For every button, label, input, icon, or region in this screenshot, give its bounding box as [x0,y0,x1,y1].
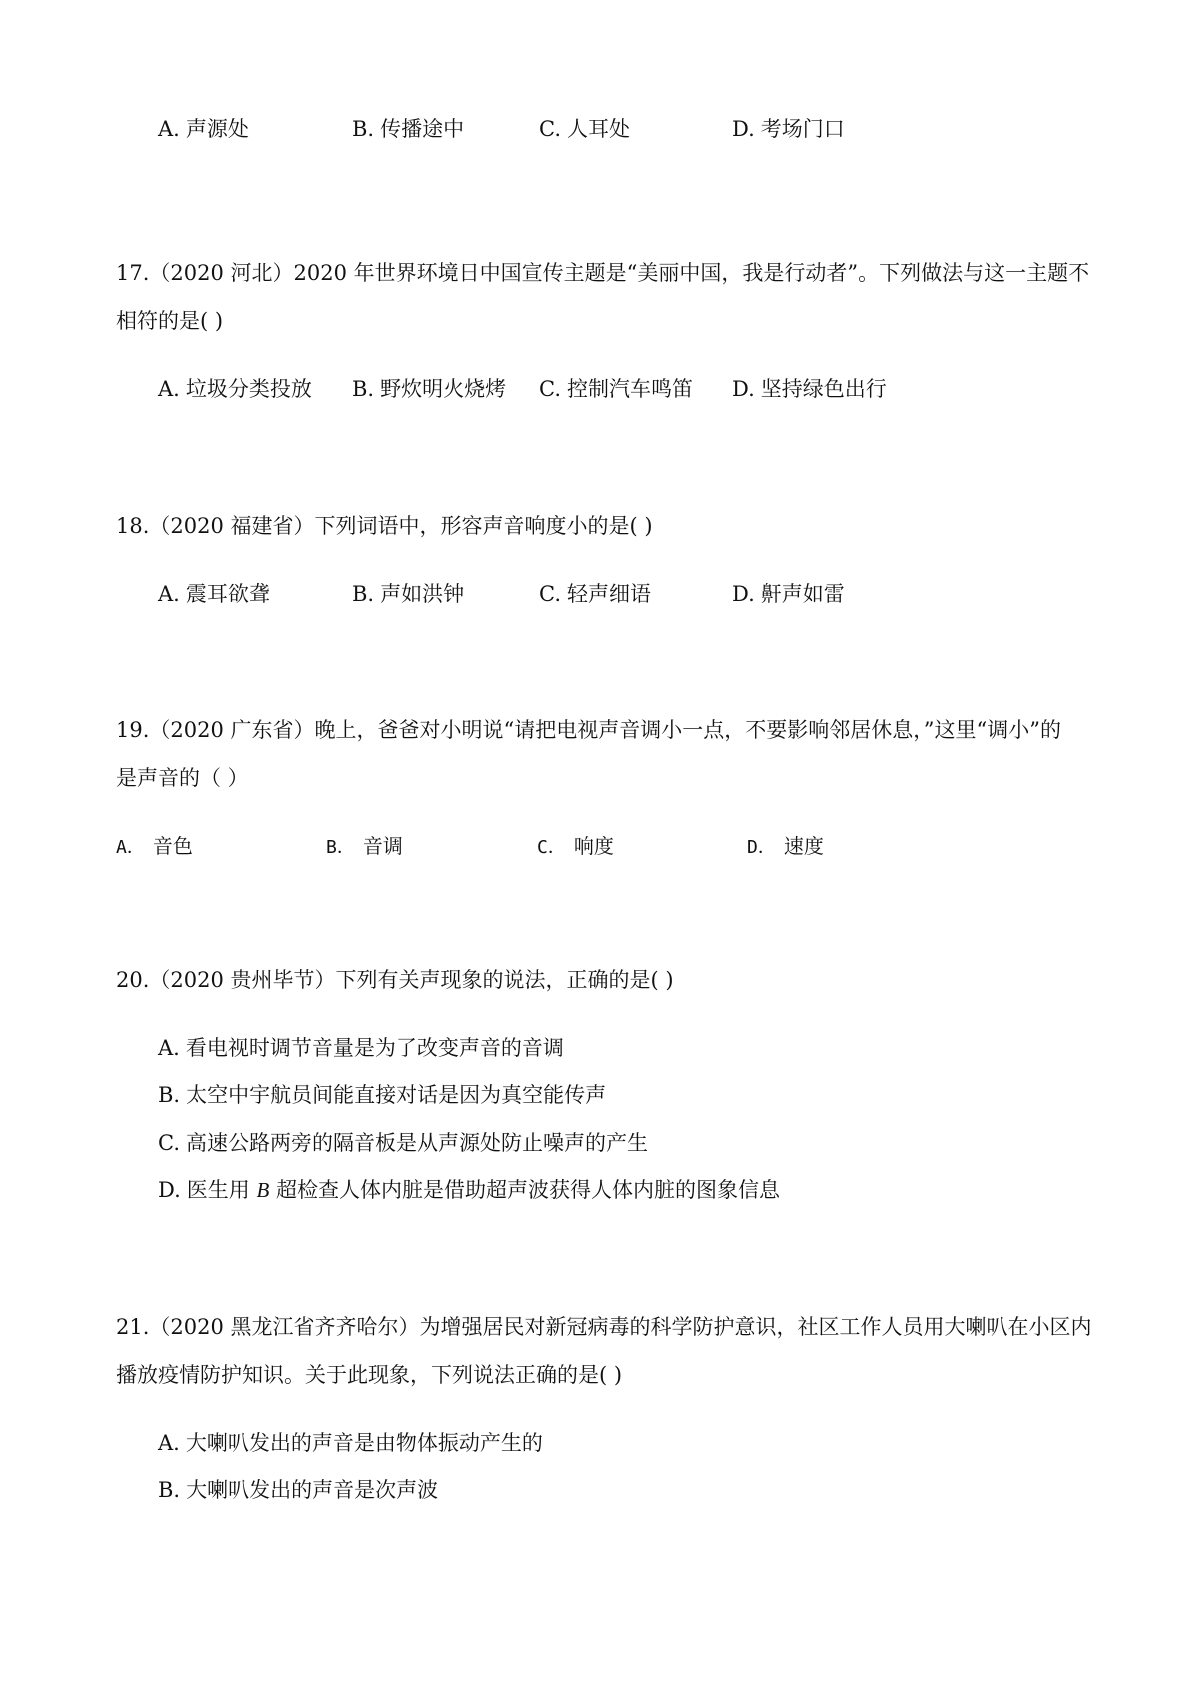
q21-option-b: B. 大喇叭发出的声音是次声波 [158,1478,439,1502]
q20-option-d: D. 医生用 B 超检查人体内脏是借助超声波获得人体内脏的图象信息 [158,1178,780,1202]
q21-stem-line2: 播放疫情防护知识。关于此现象，下列说法正确的是( ) [116,1363,623,1387]
q20-stem-line1: 20.（2020 贵州毕节）下列有关声现象的说法，正确的是( ) [116,968,674,992]
q20-option-a: A. 看电视时调节音量是为了改变声音的音调 [158,1036,564,1060]
q18-option-b: B. 声如洪钟 [352,582,465,606]
q17-option-d: D. 坚持绿色出行 [732,377,887,401]
q18-option-d: D. 鼾声如雷 [732,582,845,606]
b-ultrasound-letter: B [256,1178,270,1202]
q17-option-c: C. 控制汽车鸣笛 [539,377,693,401]
q16-options [158,114,1098,144]
q21-stem-line1: 21.（2020 黑龙江省齐齐哈尔）为增强居民对新冠病毒的科学防护意识，社区工作人员用大喇叭在小区内 [116,1315,1092,1339]
q19-stem-line1: 19.（2020 广东省）晚上，爸爸对小明说“请把电视声音调小一点，不要影响邻居休息，”这里“调小”的 [116,718,1061,742]
q21-option-a: A. 大喇叭发出的声音是由物体振动产生的 [158,1431,543,1455]
q18-options [158,579,1098,609]
q17-stem-line2: 相符的是( ) [116,309,224,333]
q20-option-c: C. 高速公路两旁的隔音板是从声源处防止噪声的产生 [158,1131,648,1155]
q16-option-b: B. 传播途中 [352,117,465,141]
q16-option-a: A. 声源处 [158,117,249,141]
q18-option-a: A. 震耳欲聋 [158,582,270,606]
q18-option-c: C. 轻声细语 [539,582,651,606]
q17-stem-line1: 17.（2020 河北）2020 年世界环境日中国宣传主题是“美丽中国，我是行动者”。下列做法与这一主题不 [116,261,1090,285]
q18-stem-line1: 18.（2020 福建省）下列词语中，形容声音响度小的是( ) [116,514,653,538]
q19-option-c: C． 响度 [537,834,614,858]
q19-option-b: B． 音调 [326,834,403,858]
q20-option-b: B. 太空中宇航员间能直接对话是因为真空能传声 [158,1083,607,1107]
q17-option-b: B. 野炊明火烧烤 [352,377,507,401]
q19-option-d: D． 速度 [747,834,824,858]
q16-option-d: D. 考场门口 [732,117,845,141]
q17-option-a: A. 垃圾分类投放 [158,377,312,401]
q16-option-c: C. 人耳处 [539,117,630,141]
q17-options [158,374,1098,404]
q19-options [116,831,1056,861]
q19-stem-line2: 是声音的（ ） [116,766,249,790]
q19-option-a: A． 音色 [116,834,193,858]
